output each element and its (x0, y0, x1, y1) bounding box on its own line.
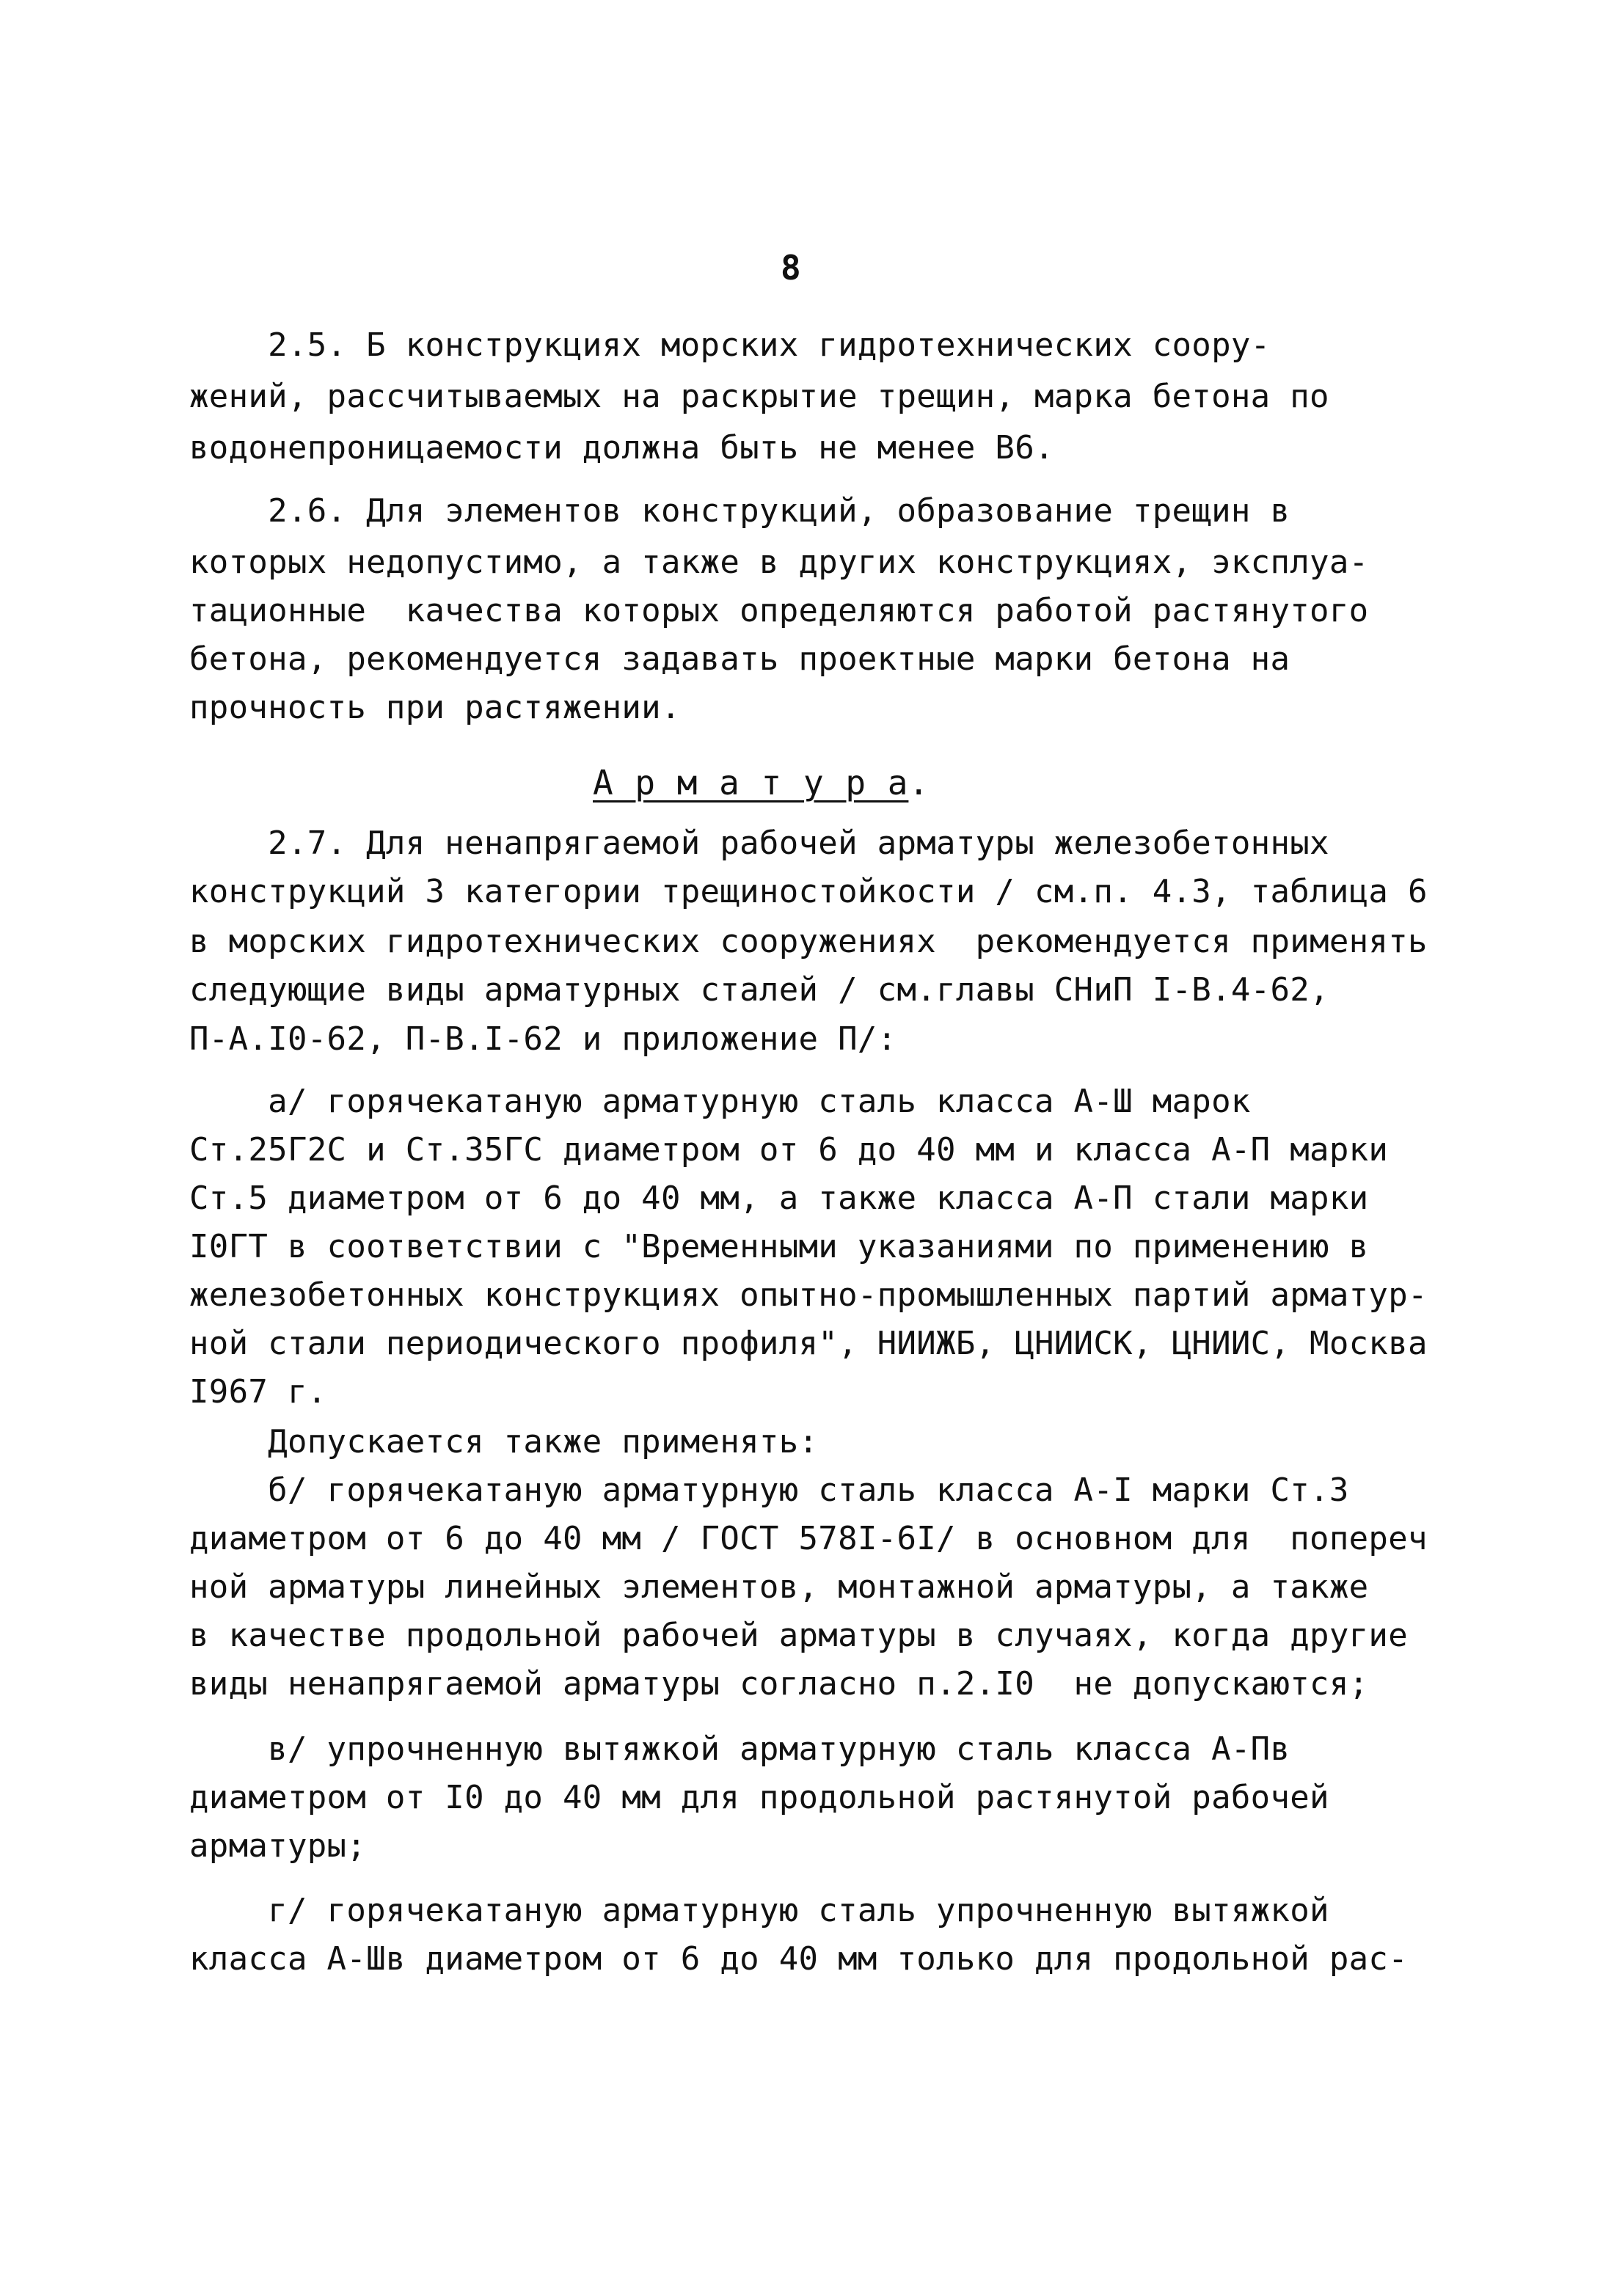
text-line: железобетонных конструкциях опытно-промышленных партий арматур- (189, 1276, 1428, 1314)
text-line: б/ горячекатаную арматурную сталь класса А-I марки Ст.3 (189, 1471, 1349, 1509)
text-line: диаметром от 6 до 40 мм / ГОСТ 578I-6I/ в основном для попереч (189, 1520, 1428, 1557)
text-line: водонепроницаемости должна быть не менее В6. (189, 429, 1054, 467)
text-line: в/ упрочненную вытяжкой арматурную сталь класса А-Пв (189, 1730, 1290, 1768)
text-line: в качестве продольной рабочей арматуры в случаях, когда другие (189, 1617, 1408, 1654)
text-line: а/ горячекатаную арматурную сталь класса А-Ш марок (189, 1083, 1251, 1120)
section-heading (593, 763, 930, 802)
text-line: бетона, рекомендуется задавать проектные марки бетона на (189, 640, 1290, 678)
text-line: конструкций 3 категории трещиностойкости / см.п. 4.3, таблица 6 (189, 873, 1428, 910)
text-line: I967 г. (189, 1373, 327, 1411)
text-line: I0ГТ в соответствии с "Временными указаниями по применению в (189, 1228, 1369, 1265)
text-line: в морских гидротехнических сооружениях рекомендуется применять (189, 923, 1428, 960)
text-line: тационные качества которых определяются работой растянутого (189, 592, 1369, 629)
text-line: виды ненапрягаемой арматуры согласно п.2.I0 не допускаются; (189, 1665, 1369, 1703)
text-line: диаметром от I0 до 40 мм для продольной растянутой рабочей (189, 1779, 1329, 1816)
text-line: 2.5. Б конструкциях морских гидротехнических соору- (189, 326, 1271, 364)
text-line: Допускается также применять: (189, 1423, 819, 1460)
text-line: 2.6. Для элементов конструкций, образование трещин в (189, 492, 1290, 530)
text-line: г/ горячекатаную арматурную сталь упрочненную вытяжкой (189, 1892, 1329, 1929)
text-line: ной стали периодического профиля", НИИЖБ, ЦНИИСК, ЦНИИС, Москва (189, 1325, 1428, 1362)
text-line: П-А.I0-62, П-В.I-62 и приложение П/: (189, 1020, 897, 1058)
text-line: ной арматуры линейных элементов, монтажной арматуры, а также (189, 1568, 1369, 1606)
text-line: арматуры; (189, 1827, 367, 1865)
text-line: Ст.25Г2С и Ст.35ГС диаметром от 6 до 40 мм и класса А-П марки (189, 1131, 1389, 1169)
section-heading-period: . (908, 763, 930, 802)
section-heading-title: А р м а т у р а (593, 763, 909, 802)
text-line: жений, рассчитываемых на раскрытие трещин, марка бетона по (189, 378, 1329, 415)
text-line: Ст.5 диаметром от 6 до 40 мм, а также класса А-П стали марки (189, 1180, 1369, 1217)
page-number: 8 (781, 248, 801, 288)
text-line: следующие виды арматурных сталей / см.главы СНиП I-В.4-62, (189, 971, 1329, 1009)
text-line: которых недопустимо, а также в других конструкциях, эксплуа- (189, 544, 1369, 581)
text-line: 2.7. Для ненапрягаемой рабочей арматуры железобетонных (189, 825, 1329, 862)
text-line: класса А-Шв диаметром от 6 до 40 мм только для продольной рас- (189, 1940, 1408, 1978)
text-line: прочность при растяжении. (189, 689, 681, 726)
